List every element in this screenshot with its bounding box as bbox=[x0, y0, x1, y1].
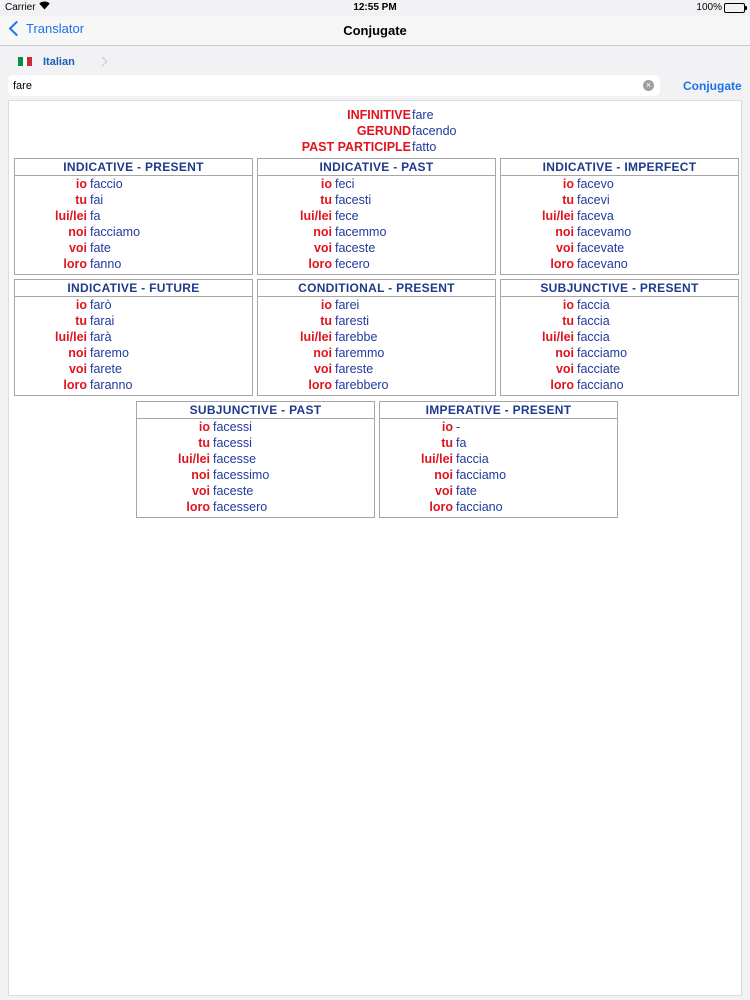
verb-form: fa bbox=[456, 436, 467, 450]
status-bar bbox=[0, 0, 750, 16]
verb-form: farei bbox=[335, 298, 360, 312]
conjugation-panel bbox=[8, 100, 742, 996]
verb-info-row bbox=[9, 139, 743, 155]
conjugation-row bbox=[15, 240, 252, 256]
pronoun: loro bbox=[550, 257, 574, 271]
verb-form: farò bbox=[90, 298, 112, 312]
conjugation-row bbox=[501, 297, 738, 313]
tense-table-indicative-future bbox=[14, 279, 253, 396]
pronoun: loro bbox=[308, 257, 332, 271]
conjugation-row bbox=[15, 297, 252, 313]
conjugation-row bbox=[380, 451, 617, 467]
verb-form: faceva bbox=[577, 209, 614, 223]
tense-title: SUBJUNCTIVE - PAST bbox=[137, 402, 374, 419]
verb-form: fate bbox=[90, 241, 111, 255]
pronoun: voi bbox=[313, 241, 332, 255]
pronoun: noi bbox=[555, 346, 574, 360]
conjugation-row bbox=[258, 176, 495, 192]
clear-icon[interactable]: × bbox=[643, 80, 654, 91]
conjugation-row bbox=[15, 176, 252, 192]
pronoun: tu bbox=[320, 314, 332, 328]
verb-form: faccia bbox=[577, 298, 610, 312]
battery-icon bbox=[724, 3, 745, 13]
tense-table-indicative-imperfect bbox=[500, 158, 739, 275]
conjugation-row bbox=[501, 240, 738, 256]
conjugation-row bbox=[501, 224, 738, 240]
verb-form: farai bbox=[90, 314, 115, 328]
tense-title: INDICATIVE - FUTURE bbox=[15, 280, 252, 297]
language-label[interactable]: Italian bbox=[43, 56, 75, 68]
conjugation-row bbox=[380, 467, 617, 483]
verb-form: faremmo bbox=[335, 346, 385, 360]
pronoun: loro bbox=[63, 257, 87, 271]
verb-form: farà bbox=[90, 330, 112, 344]
verb-form: facevo bbox=[577, 177, 614, 191]
verb-form: facciano bbox=[456, 500, 503, 514]
tense-table-indicative-past bbox=[257, 158, 496, 275]
verb-form: - bbox=[456, 420, 461, 434]
pronoun: noi bbox=[191, 468, 210, 482]
conjugation-row bbox=[258, 256, 495, 272]
pronoun: loro bbox=[186, 500, 210, 514]
pronoun: lui/lei bbox=[542, 330, 574, 344]
tense-title: INDICATIVE - PAST bbox=[258, 159, 495, 176]
verb-form: facevate bbox=[577, 241, 625, 255]
conjugation-row bbox=[380, 483, 617, 499]
pronoun: lui/lei bbox=[55, 209, 87, 223]
pronoun: tu bbox=[562, 193, 574, 207]
verb-form: farebbero bbox=[335, 378, 389, 392]
conjugation-row bbox=[501, 345, 738, 361]
pronoun: lui/lei bbox=[542, 209, 574, 223]
carrier-label: Carrier bbox=[5, 2, 36, 13]
pronoun: io bbox=[198, 420, 210, 434]
verb-form: feci bbox=[335, 177, 355, 191]
status-time: 12:55 PM bbox=[353, 2, 397, 13]
verb-form: fate bbox=[456, 484, 477, 498]
verb-form: faremo bbox=[90, 346, 129, 360]
conjugation-row bbox=[501, 313, 738, 329]
conjugation-row bbox=[380, 419, 617, 435]
verb-form: facciamo bbox=[577, 346, 628, 360]
verb-search-box bbox=[8, 75, 660, 96]
pronoun: noi bbox=[68, 225, 87, 239]
conjugation-row bbox=[501, 176, 738, 192]
conjugation-row bbox=[258, 377, 495, 393]
pronoun: voi bbox=[313, 362, 332, 376]
verb-form: facessero bbox=[213, 500, 268, 514]
conjugation-row bbox=[137, 467, 374, 483]
navigation-bar bbox=[0, 16, 750, 46]
pronoun: noi bbox=[313, 225, 332, 239]
conjugation-row bbox=[501, 361, 738, 377]
verb-form: fanno bbox=[90, 257, 122, 271]
verb-info-label: PAST PARTICIPLE bbox=[301, 140, 411, 154]
pronoun: voi bbox=[191, 484, 210, 498]
verb-form: farete bbox=[90, 362, 122, 376]
conjugation-row bbox=[258, 361, 495, 377]
pronoun: lui/lei bbox=[300, 330, 332, 344]
conjugation-row bbox=[15, 345, 252, 361]
verb-form: facesse bbox=[213, 452, 257, 466]
pronoun: lui/lei bbox=[178, 452, 210, 466]
verb-form: faranno bbox=[90, 378, 133, 392]
tense-table-indicative-present bbox=[14, 158, 253, 275]
pronoun: tu bbox=[562, 314, 574, 328]
pronoun: lui/lei bbox=[421, 452, 453, 466]
verb-info bbox=[9, 107, 743, 155]
verb-form: faresti bbox=[335, 314, 370, 328]
conjugation-row bbox=[501, 208, 738, 224]
pronoun: voi bbox=[68, 362, 87, 376]
conjugate-button[interactable]: Conjugate bbox=[683, 79, 742, 93]
conjugation-row bbox=[258, 313, 495, 329]
language-selector[interactable] bbox=[0, 48, 750, 74]
pronoun: loro bbox=[429, 500, 453, 514]
verb-form: facevamo bbox=[577, 225, 632, 239]
conjugation-row bbox=[380, 435, 617, 451]
verb-info-value: facendo bbox=[412, 124, 457, 138]
tense-title: INDICATIVE - PRESENT bbox=[15, 159, 252, 176]
pronoun: io bbox=[320, 298, 332, 312]
conjugation-row bbox=[137, 419, 374, 435]
conjugation-row bbox=[258, 297, 495, 313]
verb-form: facevi bbox=[577, 193, 610, 207]
verb-form: faccia bbox=[577, 314, 610, 328]
pronoun: io bbox=[441, 420, 453, 434]
pronoun: io bbox=[562, 298, 574, 312]
conjugation-row bbox=[258, 224, 495, 240]
tense-title: IMPERATIVE - PRESENT bbox=[380, 402, 617, 419]
verb-info-label: INFINITIVE bbox=[347, 108, 411, 122]
verb-input[interactable] bbox=[8, 75, 660, 96]
pronoun: tu bbox=[75, 193, 87, 207]
conjugation-row bbox=[258, 345, 495, 361]
pronoun: noi bbox=[434, 468, 453, 482]
verb-form: fai bbox=[90, 193, 104, 207]
tense-table-conditional-present bbox=[257, 279, 496, 396]
tense-table-subjunctive-past bbox=[136, 401, 375, 518]
conjugation-row bbox=[15, 377, 252, 393]
pronoun: voi bbox=[434, 484, 453, 498]
conjugation-row bbox=[15, 313, 252, 329]
verb-info-row bbox=[9, 123, 743, 139]
conjugation-row bbox=[15, 329, 252, 345]
pronoun: tu bbox=[320, 193, 332, 207]
conjugation-row bbox=[15, 361, 252, 377]
verb-info-value: fare bbox=[412, 108, 434, 122]
pronoun: voi bbox=[555, 362, 574, 376]
pronoun: voi bbox=[555, 241, 574, 255]
pronoun: loro bbox=[550, 378, 574, 392]
tense-title: INDICATIVE - IMPERFECT bbox=[501, 159, 738, 176]
conjugation-row bbox=[15, 224, 252, 240]
pronoun: noi bbox=[313, 346, 332, 360]
conjugation-row bbox=[258, 329, 495, 345]
conjugation-row bbox=[258, 192, 495, 208]
verb-form: facciamo bbox=[456, 468, 507, 482]
conjugation-row bbox=[137, 499, 374, 515]
page-title: Conjugate bbox=[343, 23, 407, 38]
verb-form: faceste bbox=[213, 484, 254, 498]
pronoun: tu bbox=[75, 314, 87, 328]
pronoun: noi bbox=[68, 346, 87, 360]
pronoun: loro bbox=[63, 378, 87, 392]
verb-form: facesti bbox=[335, 193, 372, 207]
verb-form: fareste bbox=[335, 362, 374, 376]
verb-form: facessi bbox=[213, 420, 252, 434]
verb-form: faccia bbox=[456, 452, 489, 466]
verb-form: farebbe bbox=[335, 330, 378, 344]
conjugation-row bbox=[258, 240, 495, 256]
verb-form: facemmo bbox=[335, 225, 387, 239]
conjugation-row bbox=[501, 377, 738, 393]
tense-title: CONDITIONAL - PRESENT bbox=[258, 280, 495, 297]
pronoun: io bbox=[75, 177, 87, 191]
pronoun: loro bbox=[308, 378, 332, 392]
italy-flag-icon bbox=[18, 57, 32, 66]
conjugation-row bbox=[501, 329, 738, 345]
battery-percent: 100% bbox=[696, 2, 722, 13]
verb-info-value: fatto bbox=[412, 140, 437, 154]
verb-info-row bbox=[9, 107, 743, 123]
tense-table-imperative-present bbox=[379, 401, 618, 518]
verb-form: fa bbox=[90, 209, 101, 223]
verb-form: facessimo bbox=[213, 468, 270, 482]
verb-info-label: GERUND bbox=[356, 124, 411, 138]
pronoun: tu bbox=[198, 436, 210, 450]
conjugation-row bbox=[380, 499, 617, 515]
conjugation-row bbox=[137, 435, 374, 451]
pronoun: voi bbox=[68, 241, 87, 255]
conjugation-row bbox=[258, 208, 495, 224]
verb-form: faceste bbox=[335, 241, 376, 255]
pronoun: lui/lei bbox=[300, 209, 332, 223]
verb-form: facevano bbox=[577, 257, 628, 271]
conjugation-row bbox=[137, 483, 374, 499]
conjugation-row bbox=[501, 192, 738, 208]
verb-form: facciano bbox=[577, 378, 624, 392]
pronoun: lui/lei bbox=[55, 330, 87, 344]
conjugation-row bbox=[501, 256, 738, 272]
pronoun: io bbox=[75, 298, 87, 312]
pronoun: io bbox=[562, 177, 574, 191]
verb-form: faccio bbox=[90, 177, 123, 191]
verb-form: facciate bbox=[577, 362, 621, 376]
verb-form: faccia bbox=[577, 330, 610, 344]
verb-form: fecero bbox=[335, 257, 370, 271]
conjugation-row bbox=[137, 451, 374, 467]
verb-form: facciamo bbox=[90, 225, 141, 239]
pronoun: noi bbox=[555, 225, 574, 239]
pronoun: tu bbox=[441, 436, 453, 450]
conjugation-row bbox=[15, 192, 252, 208]
conjugation-row bbox=[15, 208, 252, 224]
tense-title: SUBJUNCTIVE - PRESENT bbox=[501, 280, 738, 297]
tense-table-subjunctive-present bbox=[500, 279, 739, 396]
verb-form: fece bbox=[335, 209, 359, 223]
pronoun: io bbox=[320, 177, 332, 191]
conjugation-row bbox=[15, 256, 252, 272]
verb-form: facessi bbox=[213, 436, 252, 450]
back-button-label: Translator bbox=[26, 21, 85, 36]
